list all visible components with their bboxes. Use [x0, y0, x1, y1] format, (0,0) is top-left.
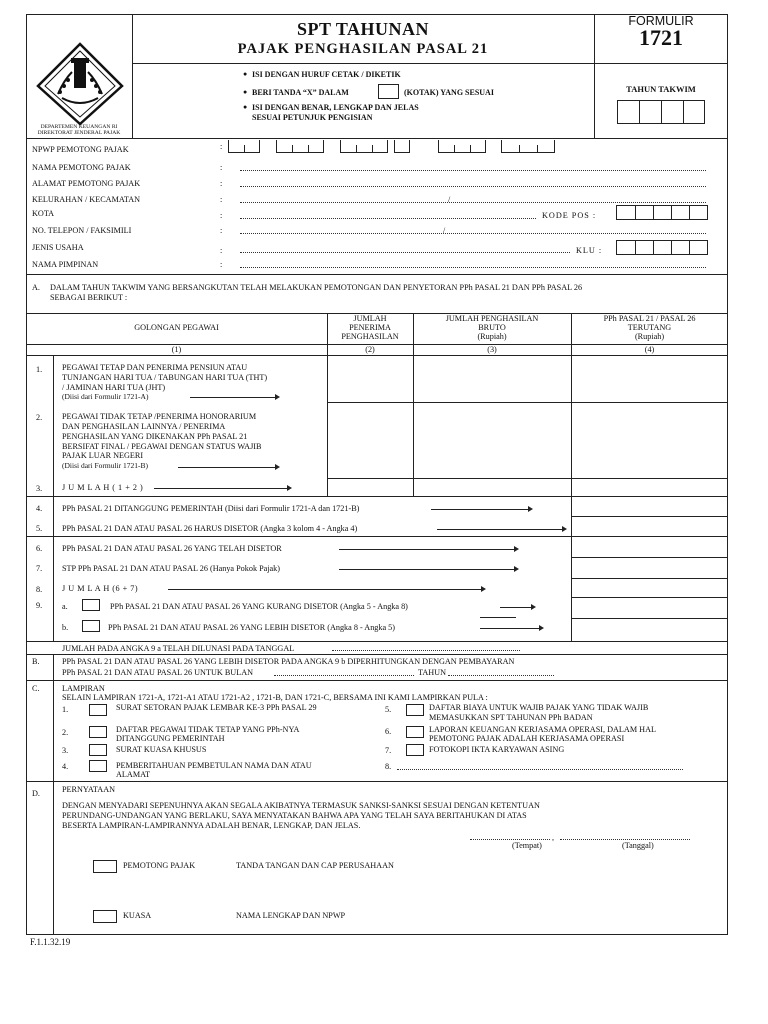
section-c-intro: SELAIN LAMPIRAN 1721-A, 1721-A1 ATAU 1721-A2 , 1721-B, DAN 1721-C, BERSAMA INI KAMI LAMPIRKAN PULA : — [62, 693, 488, 702]
row-3-number: 3. — [36, 484, 43, 493]
tempat-label: (Tempat) — [512, 841, 542, 850]
form-title: SPT TAHUNAN — [296, 19, 430, 39]
row-8-number: 8. — [36, 585, 43, 594]
row-9a-letter: a. — [62, 602, 68, 611]
row-9a-label: PPh PASAL 21 DAN ATAU PASAL 26 YANG KURANG DISETOR (Angka 5 - Angka 8) — [110, 602, 408, 611]
row-2-line-c: PENGHASILAN YANG DIKENAKAN PPh PASAL 21 — [62, 432, 248, 441]
row-8-arrow — [168, 589, 482, 590]
kelurahan-colon: : — [220, 195, 223, 204]
instruction-1: ISI DENGAN HURUF CETAK / DIKETIK — [252, 70, 401, 79]
row-5-number: 5. — [36, 524, 43, 533]
nama-colon: : — [220, 163, 223, 172]
pimpinan-colon: : — [220, 260, 223, 269]
row-1-line-a: PEGAWAI TETAP DAN PENERIMA PENSIUN ATAU — [62, 363, 248, 372]
nama-npwp-label: NAMA LENGKAP DAN NPWP — [236, 911, 346, 920]
row-6-arrow — [339, 549, 515, 550]
row-1-line-c: / JAMINAN HARI TUA (JHT) — [62, 383, 166, 392]
lampiran-5-label-a: DAFTAR BIAYA UNTUK WAJIB PAJAK YANG TIDAK WAJIB — [429, 703, 649, 712]
lampiran-2-label-a: DAFTAR PEGAWAI TIDAK TETAP YANG PPh-NYA — [116, 725, 300, 734]
row-9a-bottom-line — [571, 618, 728, 619]
pimpinan-label: NAMA PIMPINAN — [32, 260, 99, 269]
lampiran-2-number: 2. — [62, 728, 69, 737]
lampiran-4-label-a: PEMBERITAHUAN PEMBETULAN NAMA DAN ATAU — [116, 761, 312, 770]
formulir-number: 1721 — [639, 25, 683, 50]
lampiran-1-label: SURAT SETORAN PAJAK LEMBAR KE-3 PPh PASAL 29 — [116, 703, 317, 712]
row-4-arrow — [431, 509, 529, 510]
kota-colon: : — [220, 211, 223, 220]
pernyataan-line-2: PERUNDANG-UNDANGAN YANG BERLAKU, SAYA MENYATAKAN BAHWA APA YANG TELAH SAYA BERITAHUKAN DI ATAS — [62, 811, 527, 820]
table-header-sep — [26, 344, 728, 345]
lampiran-3-label: SURAT KUASA KHUSUS — [116, 745, 207, 754]
kelurahan-slash: / — [448, 195, 451, 204]
nama-pemotong-label: NAMA PEMOTONG PAJAK — [32, 163, 131, 172]
pemotong-pajak-checkbox[interactable] — [93, 860, 117, 873]
instruction-2a: BERI TANDA “X” DALAM — [252, 88, 349, 97]
row-6-label: PPh PASAL 21 DAN ATAU PASAL 26 YANG TELAH DISETOR — [62, 544, 282, 553]
dept-name-line2: DIREKTORAT JENDERAL PAJAK — [37, 130, 121, 136]
kota-label: KOTA — [32, 209, 55, 218]
kota-field[interactable] — [240, 211, 536, 219]
lampiran-3-number: 3. — [62, 746, 69, 755]
row-6-bottom-line — [571, 557, 728, 558]
alamat-label: ALAMAT PEMOTONG PAJAK — [32, 179, 141, 188]
lampiran-4-number: 4. — [62, 762, 69, 771]
npwp-digits-2[interactable] — [276, 140, 324, 153]
row-5-arrow — [437, 529, 563, 530]
tempat-field[interactable] — [470, 832, 550, 840]
row-2-arrow — [178, 467, 276, 468]
lampiran-5-number: 5. — [385, 705, 392, 714]
row-7-arrow — [339, 569, 515, 570]
row-9-number: 9. — [36, 601, 43, 610]
section-a-top-line — [26, 274, 728, 275]
section-a-intro-2: SEBAGAI BERIKUT : — [50, 293, 128, 302]
row-2-line-f: (Diisi dari Formulir 1721-B) — [62, 461, 149, 470]
telepon-field[interactable] — [240, 226, 706, 234]
table-left-inner-2 — [53, 496, 54, 536]
lampiran-3-checkbox[interactable] — [89, 744, 107, 756]
npwp-digits-4[interactable] — [394, 140, 410, 153]
lampiran-2-checkbox[interactable] — [89, 726, 107, 738]
row-2-number: 2. — [36, 413, 43, 422]
row-9a-checkbox[interactable] — [82, 599, 100, 611]
pernyataan-line-1: DENGAN MENYADARI SEPENUHNYA AKAN SEGALA AKIBATNYA TERMASUK SANKSI-SANKSI SESUAI DENGAN KETENTUAN — [62, 801, 540, 810]
kelurahan-label: KELURAHAN / KECAMATAN — [32, 195, 141, 204]
header-bottom-line — [26, 138, 728, 139]
lampiran-2-label-b: DITANGGUNG PEMERINTAH — [116, 734, 225, 743]
lampiran-8-field[interactable] — [397, 762, 683, 770]
col-header-pph-3: (Rupiah) — [634, 332, 665, 341]
row-1-arrow — [190, 397, 276, 398]
bulan-field[interactable] — [274, 668, 414, 676]
kode-pos-input[interactable] — [616, 205, 708, 220]
lampiran-1-number: 1. — [62, 705, 69, 714]
instruction-bullet-3: ● — [243, 103, 248, 111]
row-4-label: PPh PASAL 21 DITANGGUNG PEMERINTAH (Diisi dari Formulir 1721-A dan 1721-B) — [62, 504, 360, 513]
pimpinan-field[interactable] — [240, 260, 706, 268]
lampiran-6-label-b: PEMOTONG PAJAK ADALAH KERJASAMA OPERASI — [429, 734, 625, 743]
row-1-number: 1. — [36, 365, 43, 374]
npwp-digits-5[interactable] — [438, 140, 486, 153]
tahun-label: TAHUN — [418, 668, 446, 677]
alamat-field[interactable] — [240, 179, 706, 187]
section-a-letter: A. — [32, 283, 40, 292]
pemotong-pajak-label: PEMOTONG PAJAK — [123, 861, 196, 870]
telepon-label: NO. TELEPON / FAKSIMILI — [32, 226, 132, 235]
col-number-2: (2) — [365, 345, 375, 354]
instruction-bullet-2: ● — [243, 88, 248, 96]
lampiran-8-number: 8. — [385, 762, 392, 771]
form-code: F.1.1.32.19 — [30, 937, 71, 947]
header-title-underline — [132, 63, 728, 64]
lampiran-7-label: FOTOKOPI IKTA KARYAWAN ASING — [429, 745, 565, 754]
instruction-3b: SESUAI PETUNJUK PENGISIAN — [252, 113, 373, 122]
lampiran-6-number: 6. — [385, 727, 392, 736]
table-col-line-3c — [571, 537, 572, 641]
kode-pos-label: KODE POS : — [542, 211, 597, 220]
kelurahan-field[interactable] — [240, 195, 706, 203]
row-9-bottom-line — [26, 641, 728, 642]
formulir-label: FORMULIR — [628, 14, 694, 28]
row-10-label: JUMLAH PADA ANGKA 9 a TELAH DILUNASI PADA TANGGAL — [62, 644, 295, 653]
col-header-jumlah-2: PENERIMA — [349, 323, 391, 332]
section-b-letter-col — [53, 654, 54, 935]
instruction-sample-checkbox — [378, 84, 399, 99]
row-3-bottom-line — [26, 496, 728, 497]
lampiran-4-checkbox[interactable] — [89, 760, 107, 772]
col-header-golongan: GOLONGAN PEGAWAI — [134, 323, 219, 332]
section-b-line-2: PPh PASAL 21 DAN ATAU PASAL 26 UNTUK BULAN — [62, 668, 254, 677]
row-5-label: PPh PASAL 21 DAN ATAU PASAL 26 HARUS DISETOR (Angka 3 kolom 4 - Angka 4) — [62, 524, 358, 533]
nama-pemotong-field[interactable] — [240, 163, 706, 171]
klu-input[interactable] — [616, 240, 708, 255]
row-9b-checkbox[interactable] — [82, 620, 100, 632]
form-subtitle: PAJAK PENGHASILAN PASAL 21 — [237, 41, 489, 57]
row-2-bottom-line — [327, 478, 728, 479]
row-9b-letter: b. — [62, 623, 69, 632]
klu-label: KLU : — [576, 246, 603, 255]
lunas-date-field[interactable] — [332, 643, 520, 651]
row-3-label: J U M L A H ( 1 + 2 ) — [62, 483, 144, 492]
row-1-line-d: (Diisi dari Formulir 1721-A) — [62, 392, 149, 401]
row-2-line-a: PEGAWAI TIDAK TETAP /PENERIMA HONORARIUM — [62, 412, 257, 421]
section-a-intro-1: DALAM TAHUN TAKWIM YANG BERSANGKUTAN TELAH MELAKUKAN PEMOTONGAN DAN PENYETORAN PPh PASAL 21 DAN PPh PASAL 26 — [50, 283, 583, 292]
row-2-line-e: PAJAK LUAR NEGERI — [62, 451, 144, 460]
row-9b-arrow — [480, 628, 540, 629]
row-1-line-b: TUNJANGAN HARI TUA / TABUNGAN HARI TUA (THT) — [62, 373, 268, 382]
jenis-usaha-label: JENIS USAHA — [32, 243, 84, 252]
instruction-bullet-1: ● — [243, 70, 248, 78]
pernyataan-line-3: BESERTA LAMPIRAN-LAMPIRANNYA ADALAH BENAR, LENGKAP, DAN JELAS. — [62, 821, 361, 830]
section-b-bottom-line — [26, 680, 728, 681]
lampiran-1-checkbox[interactable] — [89, 704, 107, 716]
row-9b-overline — [480, 617, 516, 618]
col-header-bruto-2: BRUTO — [478, 323, 506, 332]
col-header-bruto-3: (Rupiah) — [477, 332, 507, 341]
col-header-bruto-1: JUMLAH PENGHASILAN — [445, 314, 539, 323]
col-number-4: (4) — [644, 345, 655, 354]
row-2-line-b: DAN PENGHASILAN LAINNYA / PENERIMA — [62, 422, 226, 431]
row-9a-arrow — [500, 607, 532, 608]
tanda-tangan-label: TANDA TANGAN DAN CAP PERUSAHAAN — [236, 861, 394, 870]
col-header-jumlah-3: PENGHASILAN — [341, 332, 399, 341]
npwp-digits-3[interactable] — [340, 140, 388, 153]
ministry-emblem-icon — [34, 42, 126, 126]
row-5-bottom-line — [26, 536, 728, 537]
telepon-slash: / — [443, 226, 446, 235]
row-9b-label: PPh PASAL 21 DAN ATAU PASAL 26 YANG LEBIH DISETOR (Angka 8 - Angka 5) — [108, 623, 395, 632]
lampiran-4-label-b: ALAMAT — [116, 770, 151, 779]
col-header-jumlah-1: JUMLAH — [353, 314, 387, 323]
section-c-letter: C. — [32, 684, 40, 693]
col-header-pph-1: PPh PASAL 21 / PASAL 26 — [603, 314, 696, 323]
row-7-number: 7. — [36, 564, 43, 573]
tanggal-label: (Tanggal) — [622, 841, 654, 850]
telepon-colon: : — [220, 226, 223, 235]
tahun-takwim-label: TAHUN TAKWIM — [626, 84, 696, 94]
logo-emblem — [34, 42, 126, 126]
npwp-digits-6[interactable] — [501, 140, 555, 153]
section-a-bottom-line — [26, 654, 728, 655]
kuasa-checkbox[interactable] — [93, 910, 117, 923]
row-1-bottom-line — [327, 402, 728, 403]
row-4-bottom-line — [571, 516, 728, 517]
row-7-bottom-line — [571, 578, 728, 579]
section-d-title: PERNYATAAN — [62, 785, 116, 794]
tempat-comma: , — [552, 833, 555, 842]
npwp-digits-1[interactable] — [228, 140, 260, 153]
section-b-letter: B. — [32, 657, 40, 666]
instruction-2b: (KOTAK) YANG SESUAI — [404, 88, 494, 97]
section-b-line-1: PPh PASAL 21 DAN ATAU PASAL 26 YANG LEBIH DISETOR PADA ANGKA 9 b DIPERHITUNGKAN DENGAN PEMBAYARAN — [62, 657, 515, 666]
table-left-inner — [53, 355, 54, 496]
row-4-number: 4. — [36, 504, 43, 513]
kuasa-label: KUASA — [123, 911, 152, 920]
section-c-title: LAMPIRAN — [62, 684, 105, 693]
jenis-colon: : — [220, 246, 223, 255]
row-2-line-d: BERSIFAT FINAL / PEGAWAI DENGAN STATUS WAJIB — [62, 442, 262, 451]
section-d-letter: D. — [32, 789, 40, 798]
table-left-inner-3 — [53, 537, 54, 641]
table-colnum-sep — [26, 355, 728, 356]
row-8-bottom-line — [571, 597, 728, 598]
npwp-label: NPWP PEMOTONG PAJAK — [32, 145, 129, 154]
lampiran-6-label-a: LAPORAN KEUANGAN KERJASAMA OPERASI, DALAM HAL — [429, 725, 656, 734]
col-number-1: (1) — [171, 345, 182, 354]
dept-name-line1: DEPARTEMEN KEUANGAN RI — [40, 124, 118, 130]
lampiran-6-checkbox[interactable] — [406, 726, 424, 738]
row-6-number: 6. — [36, 544, 43, 553]
row-3-arrow — [154, 488, 288, 489]
instruction-3a: ISI DENGAN BENAR, LENGKAP DAN JELAS — [252, 103, 419, 112]
alamat-colon: : — [220, 179, 223, 188]
npwp-colon: : — [220, 142, 223, 151]
tanggal-field[interactable] — [560, 832, 690, 840]
row-8-label: J U M L A H (6 + 7) — [62, 584, 139, 593]
lampiran-7-number: 7. — [385, 746, 392, 755]
row-7-label: STP PPh PASAL 21 DAN ATAU PASAL 26 (Hanya Pokok Pajak) — [62, 564, 281, 573]
lampiran-5-checkbox[interactable] — [406, 704, 424, 716]
tahun-takwim-input[interactable] — [617, 100, 705, 124]
jenis-usaha-field[interactable] — [240, 245, 570, 253]
tahun-field[interactable] — [448, 668, 554, 676]
col-number-3: (3) — [487, 345, 497, 354]
lampiran-7-checkbox[interactable] — [406, 744, 424, 756]
col-header-pph-2: TERUTANG — [627, 323, 672, 332]
lampiran-5-label-b: MEMASUKKAN SPT TAHUNAN PPh BADAN — [429, 713, 593, 722]
section-c-bottom-line — [26, 781, 728, 782]
